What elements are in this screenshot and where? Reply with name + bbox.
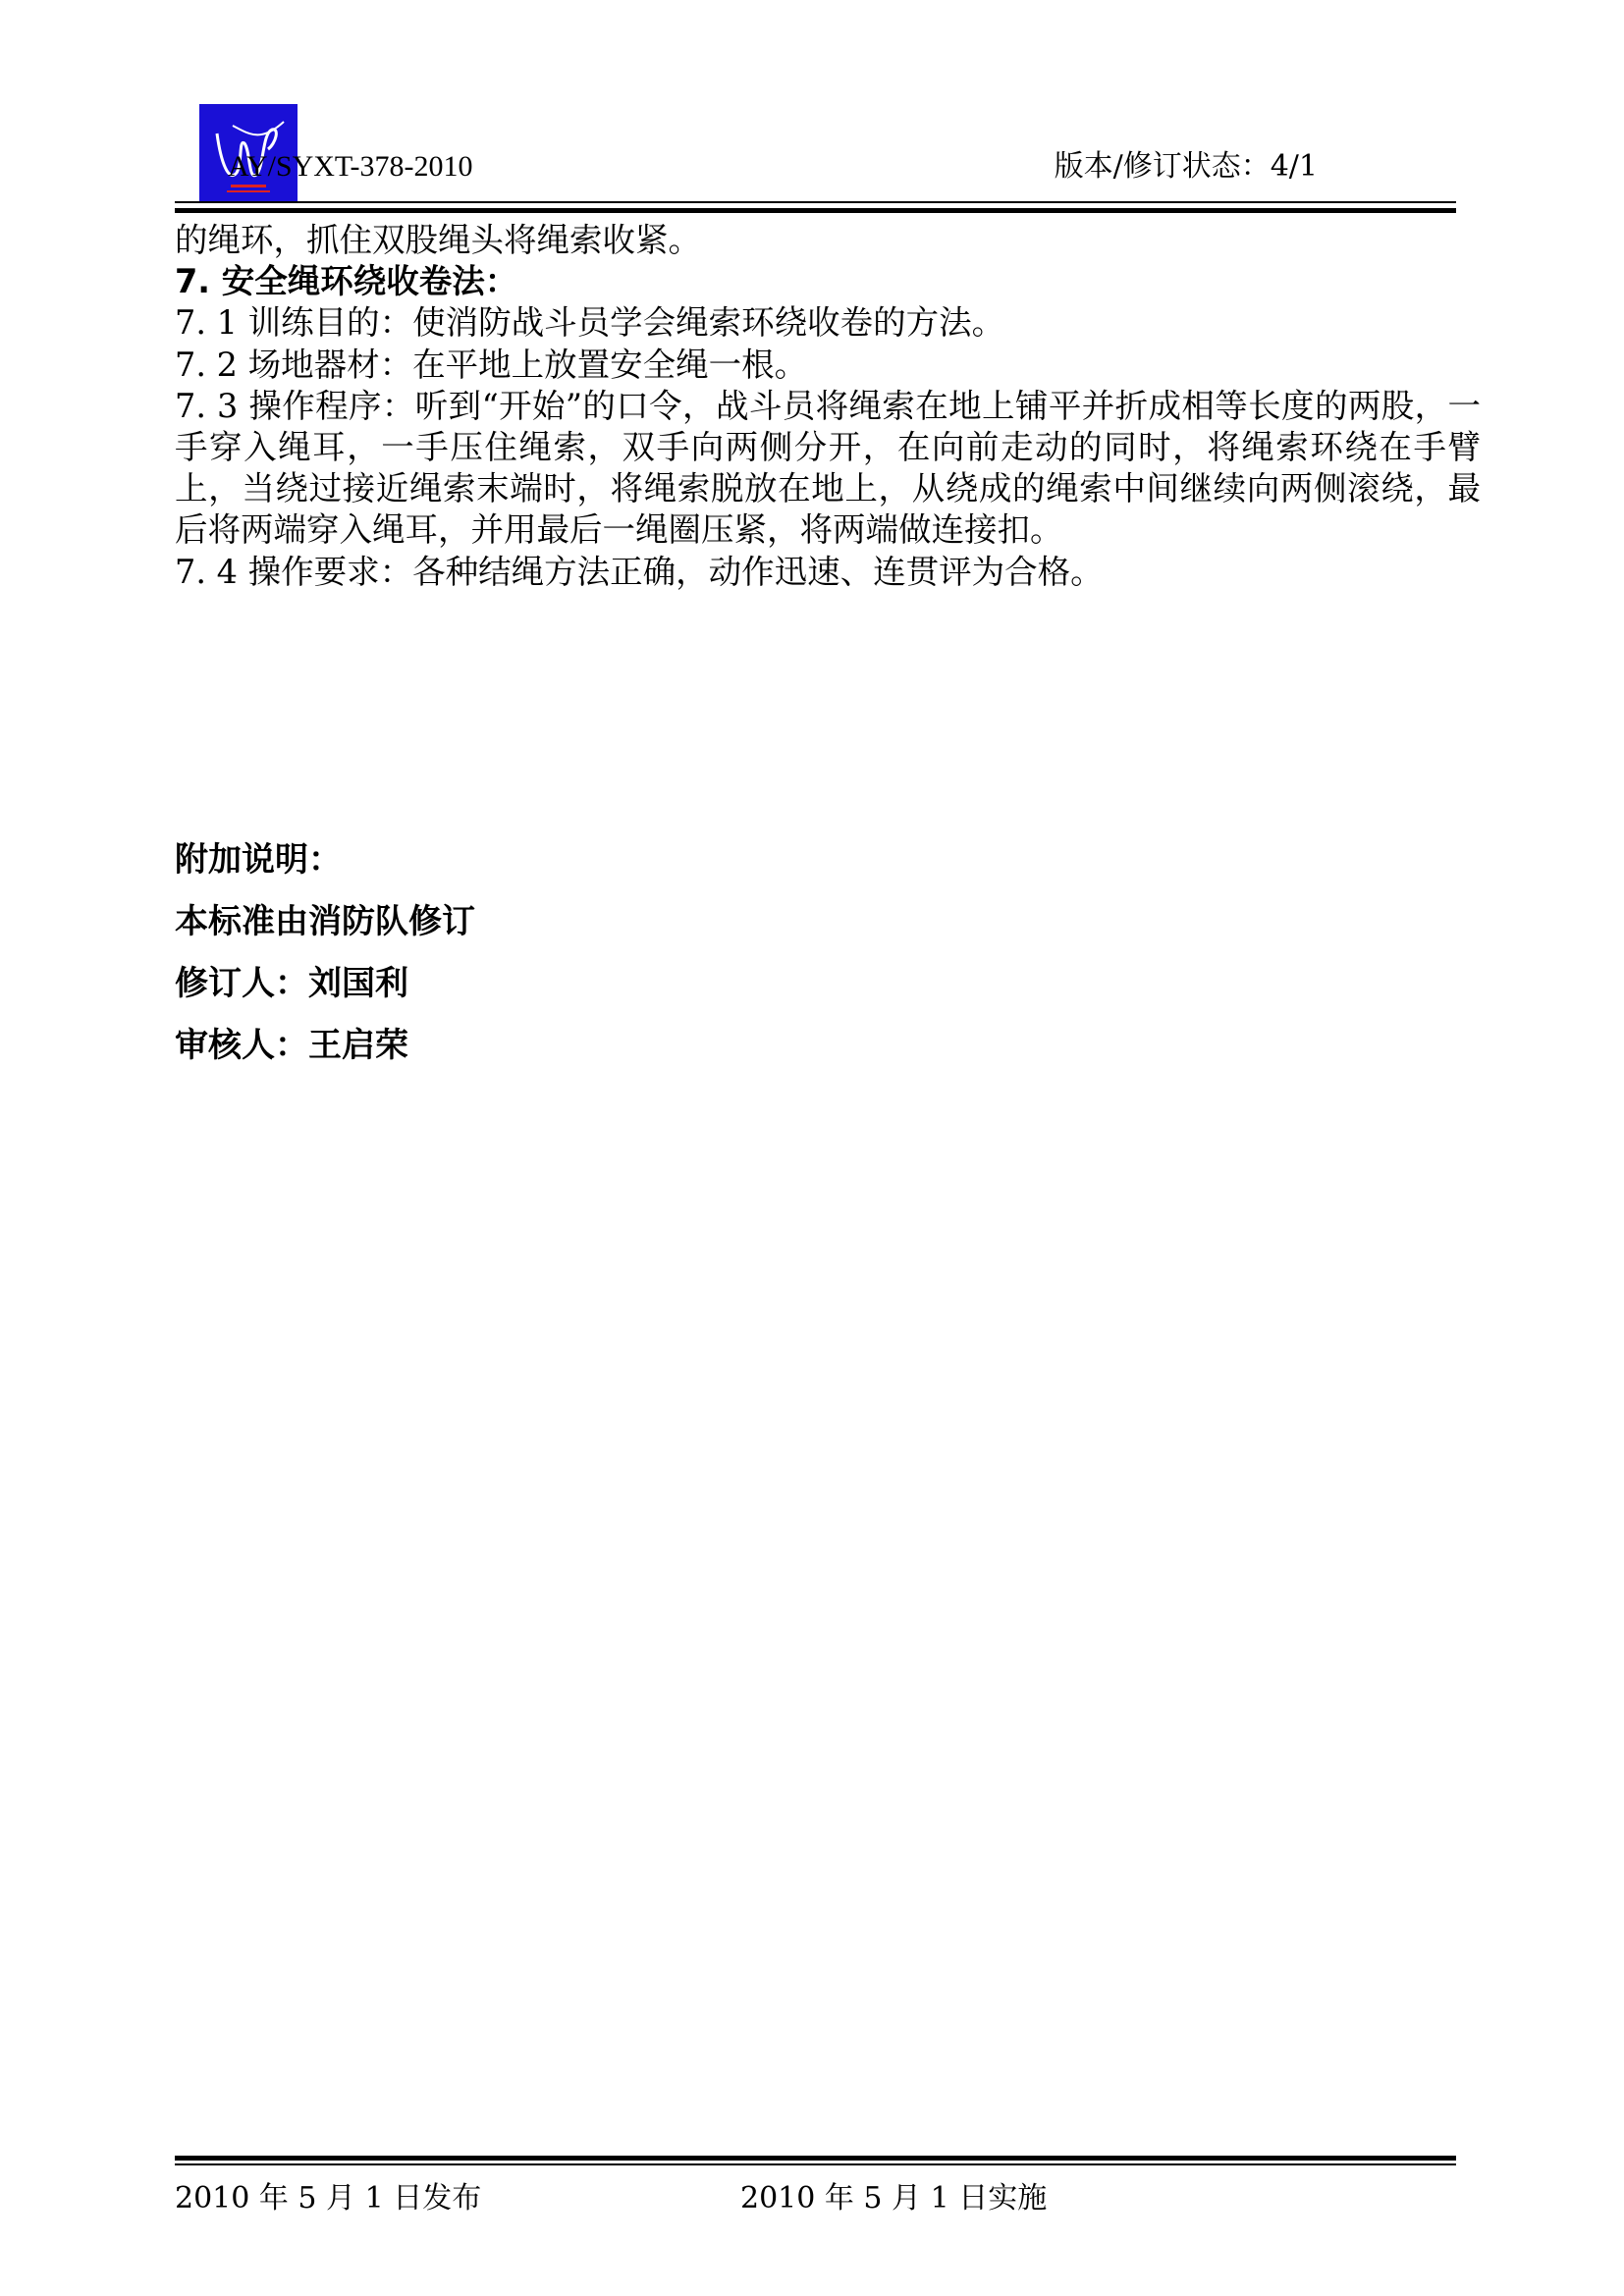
version-status: 版本/修订状态：4/1 [1054, 149, 1318, 184]
document-code: AY/SYXT-378-2010 [228, 150, 473, 183]
reviser: 修订人：刘国利 [175, 964, 408, 1003]
item-7-4: 7. 4 操作要求：各种结绳方法正确，动作迅速、连贯评为合格。 [175, 552, 1104, 591]
footer-rule-thin [175, 2163, 1456, 2165]
footer-rule-thick [175, 2156, 1456, 2161]
reviewer: 审核人：王启荣 [175, 1026, 408, 1065]
header-rule-thin [175, 201, 1456, 203]
effective-date: 2010 年 5 月 1 日实施 [740, 2181, 1048, 2216]
additional-notes [175, 829, 475, 1077]
notes-line: 本标准由消防队修订 [175, 902, 475, 941]
continuation-text: 的绳环，抓住双股绳头将绳索收紧。 [175, 221, 701, 259]
item-7-2: 7. 2 场地器材：在平地上放置安全绳一根。 [175, 345, 808, 384]
header-rule-thick [175, 208, 1456, 213]
section-heading: 7. 安全绳环绕收卷法： [175, 262, 518, 301]
issue-date: 2010 年 5 月 1 日发布 [175, 2181, 482, 2216]
notes-title: 附加说明： [175, 840, 342, 880]
item-7-3: 7. 3 操作程序：听到“开始”的口令，战斗员将绳索在地上铺平并折成相等长度的两股，一手穿入绳耳，一手压住绳索，双手向两侧分开，在向前走动的同时，将绳索环绕在手臂上，当绕过接近绳索末端时，将绳索脱放在地上，从绕成的绳索中间继续向两侧滚绕，最后将两端穿入绳耳，并用最后一绳圈压紧，将两端做连接扣。 [175, 386, 1481, 550]
item-7-1: 7. 1 训练目的：使消防战斗员学会绳索环绕收卷的方法。 [175, 303, 1005, 343]
document-body [175, 220, 1481, 593]
